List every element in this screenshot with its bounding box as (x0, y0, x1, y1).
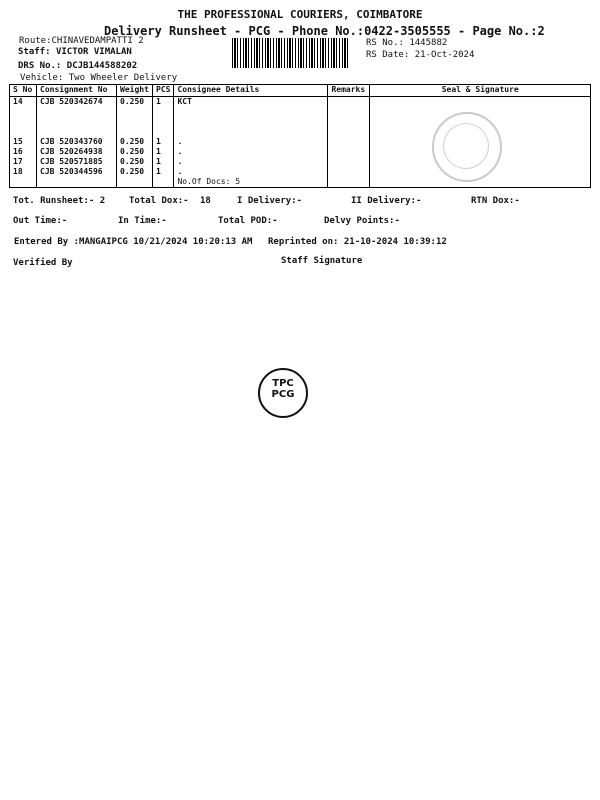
tot-runsheet: Tot. Runsheet:- 2 (13, 196, 106, 206)
row-weight: 0.250 (117, 137, 153, 147)
verified-by-label: Verified By (13, 258, 73, 268)
row-weight: 0.250 (117, 157, 153, 167)
table-row (10, 167, 591, 177)
row-remarks (328, 157, 370, 167)
table-summary-row (10, 177, 591, 188)
barcode (232, 38, 350, 68)
in-time: In Time:- (118, 216, 167, 226)
rtn-dox: RTN Dox:- (471, 196, 520, 206)
col-pcs: PCS (153, 85, 174, 97)
table-row (10, 157, 591, 167)
runsheet-title: Delivery Runsheet - PCG - Phone No.:0422-3505555 - Page No.:2 (104, 24, 545, 38)
row-weight: 0.250 (117, 147, 153, 157)
total-pod: Total POD:- (218, 216, 278, 226)
row-weight: 0.250 (117, 167, 153, 177)
table-header-row (10, 85, 591, 97)
row-consignment: CJB 520342674 (37, 97, 117, 137)
vehicle-line: Vehicle: Two Wheeler Delivery (20, 73, 178, 83)
ii-delivery: II Delivery:- (351, 196, 422, 206)
row-remarks (328, 167, 370, 177)
i-delivery: I Delivery:- (237, 196, 303, 206)
company-title: THE PROFESSIONAL COURIERS, COIMBATORE (177, 8, 423, 21)
row-pcs: 1 (153, 157, 174, 167)
drs-line (18, 61, 137, 71)
route-label: Route: (19, 36, 52, 46)
tpc-stamp (258, 368, 308, 418)
docs-count: No.Of Docs: 5 (174, 177, 328, 188)
row-remarks (328, 137, 370, 147)
row-pcs: 1 (153, 97, 174, 137)
rs-date: RS Date: 21-Oct-2024 (366, 50, 475, 60)
row-consignment: CJB 520343760 (37, 137, 117, 147)
consignment-table (9, 84, 591, 188)
row-details: . (174, 157, 328, 167)
stamp-line-1: TPC (272, 378, 294, 389)
row-details: KCT (174, 97, 328, 137)
staff-label: Staff: (18, 47, 51, 57)
out-time: Out Time:- (13, 216, 68, 226)
row-sno: 18 (10, 167, 37, 177)
row-sno: 14 (10, 97, 37, 137)
col-sno: S No (10, 85, 37, 97)
total-dox-label: Total Dox:- (129, 196, 189, 206)
row-details: . (174, 147, 328, 157)
company-seal-stamp (432, 112, 502, 182)
row-pcs: 1 (153, 147, 174, 157)
row-remarks (328, 147, 370, 157)
row-details: . (174, 137, 328, 147)
route-value: CHINAVEDAMPATTI 2 (51, 36, 144, 46)
row-consignment: CJB 520264938 (37, 147, 117, 157)
row-consignment: CJB 520344596 (37, 167, 117, 177)
staff-line (18, 47, 132, 57)
col-consignment: Consignment No (37, 85, 117, 97)
row-weight: 0.250 (117, 97, 153, 137)
row-remarks (328, 97, 370, 137)
row-sno: 15 (10, 137, 37, 147)
col-seal: Seal & Signature (370, 85, 591, 97)
reprinted-on: Reprinted on: 21-10-2024 10:39:12 (268, 237, 447, 247)
row-details: . (174, 167, 328, 177)
table-row (10, 147, 591, 157)
row-pcs: 1 (153, 137, 174, 147)
drs-label: DRS No.: (18, 61, 62, 71)
total-dox-value: 18 (200, 196, 211, 206)
entered-by: Entered By :MANGAIPCG 10/21/2024 10:20:13 AM (14, 237, 253, 247)
row-sno: 16 (10, 147, 37, 157)
staff-value: VICTOR VIMALAN (55, 47, 132, 57)
rs-number: RS No.: 1445882 (366, 38, 448, 48)
stamp-line-2: PCG (271, 389, 295, 400)
col-weight: Weight (117, 85, 153, 97)
staff-signature-label: Staff Signature (281, 256, 363, 266)
col-remarks: Remarks (328, 85, 370, 97)
row-sno: 17 (10, 157, 37, 167)
seal-inner-ring (443, 123, 489, 169)
col-consignee: Consignee Details (174, 85, 328, 97)
table-row (10, 97, 591, 137)
row-pcs: 1 (153, 167, 174, 177)
delvy-points: Delvy Points:- (324, 216, 400, 226)
drs-value: DCJB144588202 (66, 61, 138, 71)
row-consignment: CJB 520571885 (37, 157, 117, 167)
route-line (19, 36, 144, 46)
